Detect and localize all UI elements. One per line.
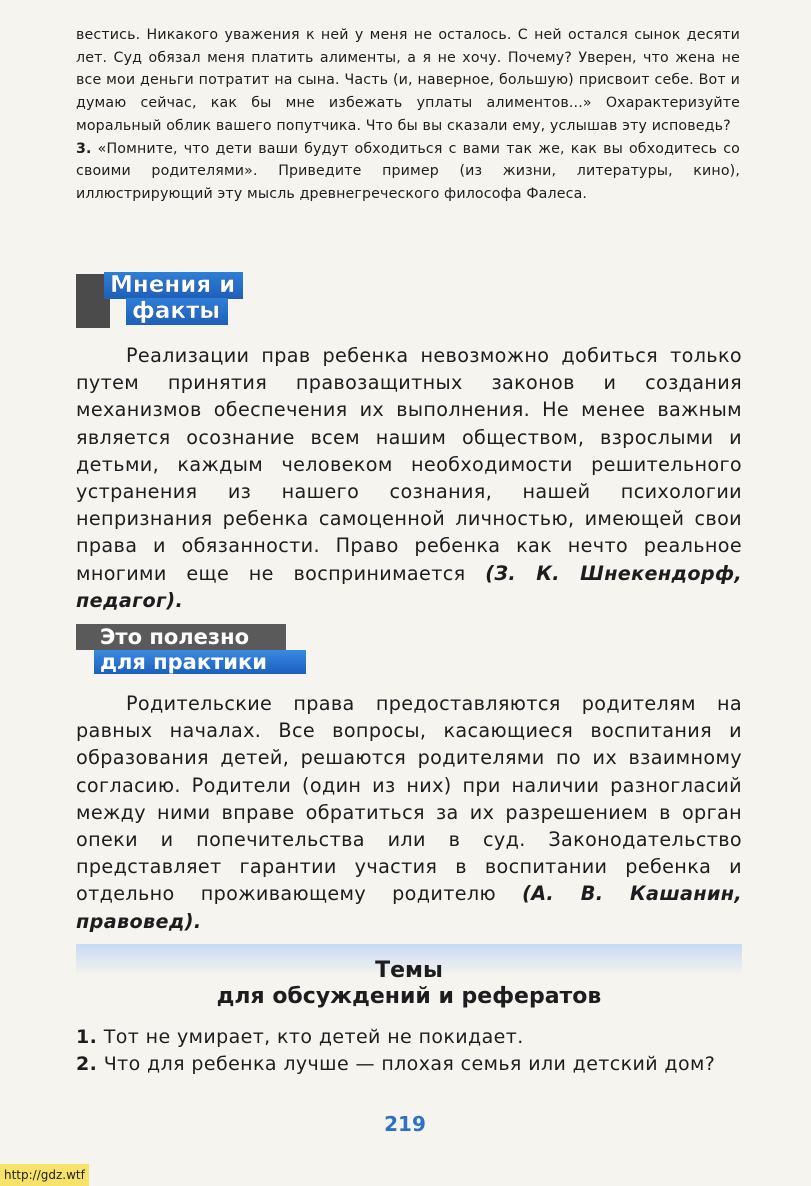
theme-text: Тот не умирает, кто детей не покидает. [103,1026,524,1048]
watermark-link[interactable]: http://gdz.wtf [0,1164,89,1186]
badge-line-1: Мнения и [104,272,243,299]
page-number: 219 [384,1112,426,1136]
theme-number: 2. [76,1053,98,1075]
opinions-paragraph [76,342,742,614]
useful-paragraph [76,690,742,935]
opinions-text: Реализации прав ребенка невозможно добиться только путем принятия правозащитных законов и создания механизмов обеспечения их выполнения. Не менее важным является осознание всем нашим обществом, взрослыми и детьми, каждым человеком необходимости решительного устранения из нашего сознания, нашей психологии непризнания ребенка самоценной личностью, имеющей свои права и обязанности. Право ребенка как нечто реальное многими еще не воспринимается [76,344,742,585]
opinions-source: (З. К. Шнекендорф, педагог). [76,561,742,612]
themes-list [76,1024,742,1078]
useful-practice-badge [76,622,306,674]
badge-line-2: для практики [94,650,306,674]
question-3-number: 3. [76,140,92,157]
opinions-facts-badge [76,268,246,324]
theme-text: Что для ребенка лучше — плохая семья или детский дом? [103,1053,716,1075]
useful-section [76,690,742,935]
useful-text: Родительские права предоставляются родителям на равных началах. Все вопросы, касающиеся воспитания и образования детей, решаются родителями по их взаимному согласию. Родители (один из них) при наличии разногласий между ними вправе обратиться за их разрешением в орган опеки и попечительства или в суд. Законодательство представляет гарантии участия в воспитании ребенка и отдельно проживающему родителю [76,692,742,906]
theme-number: 1. [76,1026,98,1048]
intro-text [76,24,740,206]
question-3-text: «Помните, что дети ваши будут обходиться с вами так же, как вы обходитесь со своими родителями». Приведите пример (из жизни, литературы, кино), иллюстрирующий эту мысль древнегреческого философа Фалеса. [76,140,740,202]
theme-item [76,1024,742,1051]
badge-line-2: факты [126,298,228,325]
themes-title-line-1: Темы [375,958,443,983]
badge-line-1: Это полезно [76,624,286,650]
question-3 [76,138,740,206]
useful-source: (А. В. Кашанин, правовед). [76,882,743,933]
intro-paragraph: вестись. Никакого уважения к ней у меня не осталось. С ней остался сынок десяти лет. Суд обязал меня платить алименты, а я не хочу. Почему? Уверен, что жена не все мои деньги потратит на сына. Часть (и, наверное, большую) присвоит себе. Вот и думаю сейчас, как бы мне избежать уплаты алиментов...» Охарактеризуйте моральный облик вашего попутчика. Что бы вы сказали ему, услышав эту исповедь? [76,27,740,134]
themes-title-line-2: для обсуждений и рефератов [216,984,602,1009]
themes-title [76,958,742,1010]
theme-item [76,1051,742,1078]
opinions-section [76,342,742,614]
